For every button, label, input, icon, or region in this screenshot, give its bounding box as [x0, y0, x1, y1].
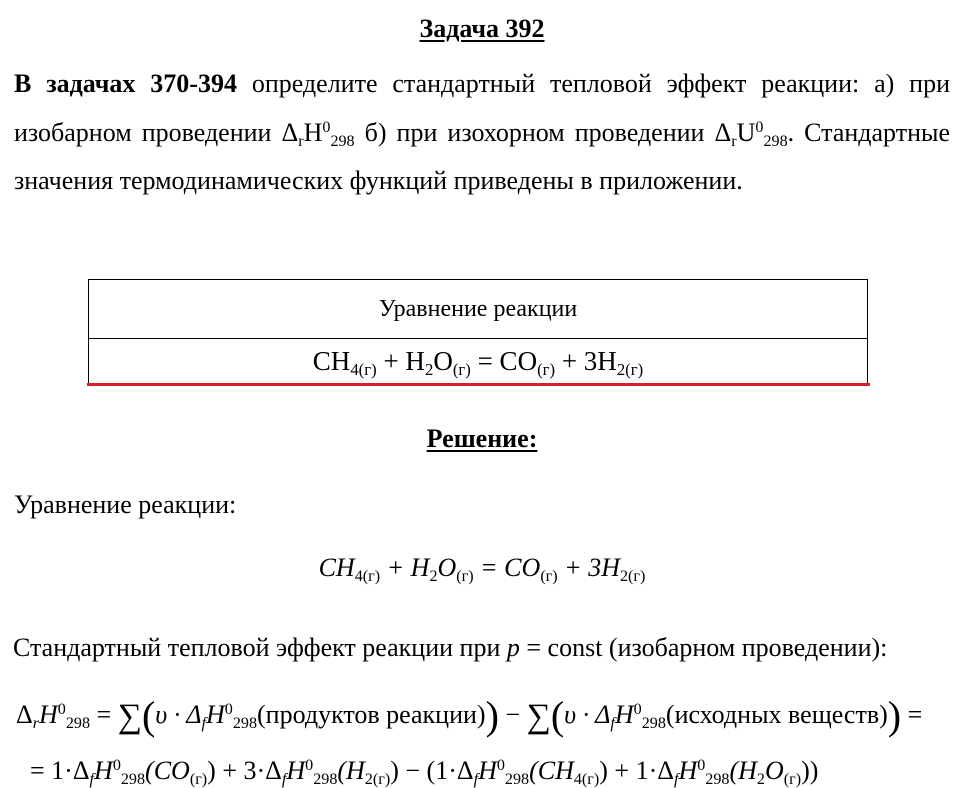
internal-energy-symbol: $\Delta_rU^0_{298}$ — [714, 117, 788, 150]
table-bottom-accent-line — [87, 383, 870, 386]
statement-part-3: . Стандартные значения термодинамических функций приведены в приложении. — [14, 117, 950, 195]
statement-part-2: б) при изохорном проведении — [354, 117, 715, 147]
enthalpy-symbol: $\Delta_rH^0_{298}$ — [281, 117, 355, 150]
reaction-equation: $CH_{4(г)} + H_2O_{(г)} = CO_{(г)} + 3H_{2(г)}$ — [318, 553, 646, 585]
problem-statement — [14, 60, 950, 206]
solution-title: Решение: — [426, 424, 538, 453]
equation-label: Уравнение реакции: — [14, 490, 237, 519]
reaction-table-header: Уравнение реакции — [89, 280, 867, 339]
reaction-table-equation: $CH_{4(г)} + H_2O_{(г)} = CO_{(г)} + 3H_{2(г)}$ — [312, 346, 644, 380]
problem-title: Задача 392 — [419, 14, 545, 43]
problem-range: В задачах 370-394 — [14, 69, 237, 98]
isobaric-heading: Стандартный тепловой эффект реакции при p = const (изобарном проведении): — [13, 633, 888, 662]
hess-law-substitution: = $1\cdot\Delta_fH^0_{298}(CO_{(г)}) + 3\cdot\Delta_fH^0_{298}(H_{2(г)}) - (1\cdot\Delta_fH^0_{298}(CH_{4(г)}) + 1\cdot\Delta_fH^0_{298}(H_2O_{(г)}))$ — [30, 756, 819, 788]
reaction-table — [88, 279, 868, 385]
statement-part-1: определите стандартный тепловой эффект реакции: а) при изобарном проведении — [14, 69, 950, 147]
hess-law-formula: $\Delta_rH^0_{298} = \sum(\upsilon$ · $\Delta_fH^0_{298}(продуктов$ реакции)) − $\sum(\upsilon \cdot \Delta_fH^0_{298}(исходных$ веществ)) = — [16, 693, 923, 738]
